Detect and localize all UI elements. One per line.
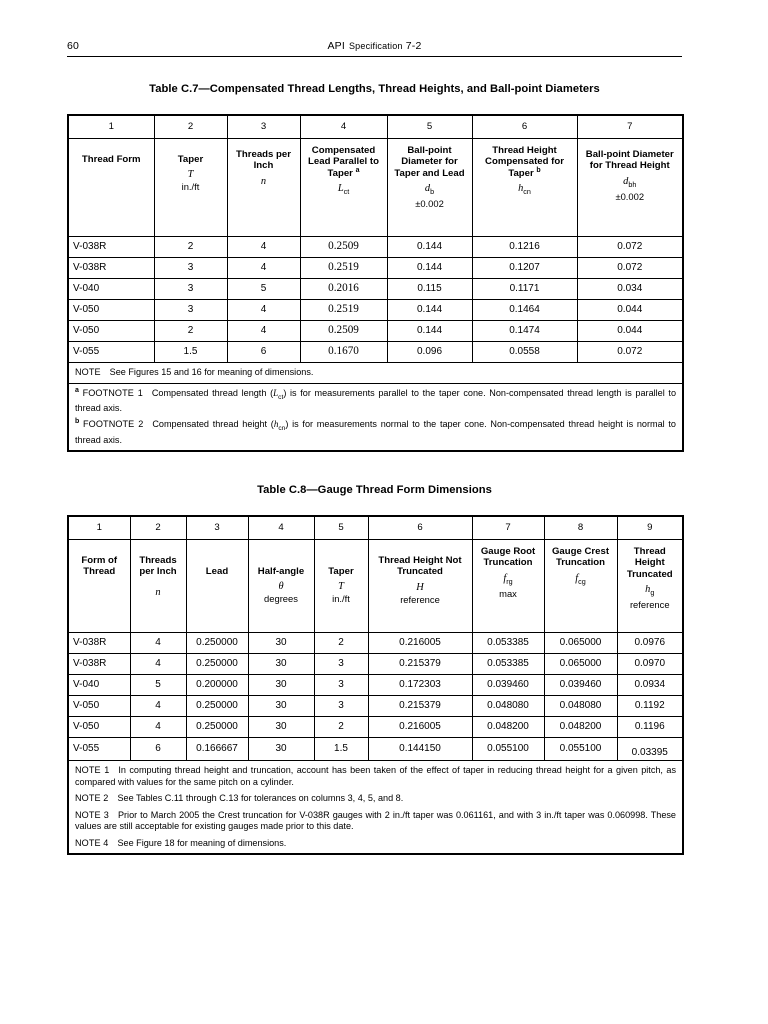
cell-ballpoint-diameter: 0.144 — [387, 321, 472, 342]
col-number: 4 — [248, 516, 314, 540]
cell-compensated-lead: 0.2519 — [300, 258, 387, 279]
note-text: See Tables C.11 through C.13 for tolerances on columns 3, 4, 5, and 8. — [117, 793, 404, 803]
note-label: NOTE — [75, 367, 101, 377]
page-number: 60 — [67, 40, 79, 52]
cell-ballpoint-diameter-height: 0.044 — [577, 300, 683, 321]
header-symbol-sub: b — [430, 187, 435, 197]
header-unit: reference — [629, 599, 670, 611]
header-symbol: T — [338, 581, 344, 593]
table-c8-caption: Table C.8—Gauge Thread Form Dimensions — [257, 484, 492, 496]
header-symbol — [303, 183, 385, 198]
footnote-symbol-base: L — [273, 387, 279, 398]
cell-taper: 3 — [154, 300, 227, 321]
header-title: Thread Form — [81, 154, 141, 165]
cell-gauge-root-truncation: 0.048080 — [472, 696, 544, 717]
footnote-symbol-sub: cn — [278, 425, 286, 433]
cell-form-of-thread: V-050 — [68, 696, 130, 717]
col-number: 1 — [68, 115, 154, 139]
header-title — [475, 145, 575, 179]
cell-taper: 2 — [154, 321, 227, 342]
cell-half-angle: 30 — [248, 633, 314, 654]
header-symbol-base: h — [518, 183, 524, 195]
col-number: 4 — [300, 115, 387, 139]
header-title: Threads per Inch — [236, 149, 291, 172]
header-title: Ball-point Diameter for Taper and Lead — [394, 145, 465, 179]
cell-lead: 0.166667 — [186, 738, 248, 761]
table-c8-notes — [68, 761, 683, 855]
header-title: Half-angle — [257, 566, 305, 577]
header-unit: in./ft — [332, 593, 350, 605]
cell-ballpoint-diameter-height: 0.072 — [577, 258, 683, 279]
col-number: 3 — [227, 115, 300, 139]
footnote-paragraph — [75, 419, 676, 446]
header-symbol-base: L — [337, 183, 344, 195]
cell-taper: 2 — [314, 633, 368, 654]
table-row — [68, 654, 683, 675]
col-number: 1 — [68, 516, 130, 540]
cell-lead: 0.250000 — [186, 654, 248, 675]
cell-threads-per-inch: 4 — [130, 633, 186, 654]
cell-ballpoint-diameter: 0.115 — [387, 279, 472, 300]
note-label: NOTE 3 — [75, 809, 109, 820]
cell-gauge-root-truncation: 0.055100 — [472, 738, 544, 761]
cell-thread-height-truncated: 0.0970 — [617, 654, 683, 675]
cell-threads-per-inch: 4 — [130, 717, 186, 738]
note-paragraph — [75, 810, 676, 833]
header-symbol — [390, 183, 470, 198]
cell-thread-form: V-055 — [68, 342, 154, 363]
cell-form-of-thread: V-038R — [68, 654, 130, 675]
table-row — [68, 279, 683, 300]
header-symbol — [620, 584, 681, 599]
header-title: Thread Height Truncated — [626, 546, 673, 580]
cell-gauge-root-truncation: 0.053385 — [472, 654, 544, 675]
table-c8-header-cell-5 — [314, 540, 368, 633]
cell-thread-height: 0.1171 — [472, 279, 577, 300]
table-c8-header-cell-2 — [130, 540, 186, 633]
table-c8-header-cell-8 — [544, 540, 617, 633]
cell-thread-height-not-truncated: 0.216005 — [368, 717, 472, 738]
cell-thread-height-not-truncated: 0.215379 — [368, 696, 472, 717]
cell-half-angle: 30 — [248, 717, 314, 738]
header-symbol: n — [260, 175, 267, 187]
header-symbol-base: f — [503, 572, 507, 584]
cell-taper: 2 — [314, 717, 368, 738]
header-title: Lead — [205, 566, 229, 577]
header-title: Ball-point Diameter for Thread Height — [585, 149, 674, 172]
cell-thread-height: 0.1207 — [472, 258, 577, 279]
header-unit: max — [499, 587, 517, 599]
cell-thread-form: V-050 — [68, 300, 154, 321]
cell-thread-height: 0.0558 — [472, 342, 577, 363]
cell-thread-height-truncated: 0.0934 — [617, 675, 683, 696]
table-row — [68, 717, 683, 738]
cell-thread-height-not-truncated: 0.216005 — [368, 633, 472, 654]
header-symbol — [547, 573, 615, 588]
note-paragraph — [75, 765, 676, 788]
header-title: Threads per Inch — [139, 555, 177, 578]
cell-thread-height: 0.1464 — [472, 300, 577, 321]
cell-ballpoint-diameter-height: 0.072 — [577, 237, 683, 258]
col-number: 5 — [387, 115, 472, 139]
cell-gauge-crest-truncation: 0.065000 — [544, 654, 617, 675]
note-paragraph — [75, 367, 676, 379]
header-unit: degrees — [264, 593, 298, 605]
note-paragraph — [75, 793, 676, 805]
cell-form-of-thread: V-050 — [68, 717, 130, 738]
table-c7-footnote-row — [68, 383, 683, 451]
header-symbol-sub: cg — [578, 576, 586, 586]
header-symbol: H — [416, 581, 424, 593]
header-unit: in./ft — [181, 181, 200, 193]
cell-form-of-thread: V-040 — [68, 675, 130, 696]
cell-ballpoint-diameter: 0.144 — [387, 237, 472, 258]
col-number: 2 — [130, 516, 186, 540]
footnote-symbol-sub: ct — [278, 393, 284, 401]
col-number: 9 — [617, 516, 683, 540]
header-title-text: Thread Height Compensated for Taper — [485, 145, 564, 179]
cell-half-angle: 30 — [248, 738, 314, 761]
cell-ballpoint-diameter-height: 0.044 — [577, 321, 683, 342]
cell-thread-form: V-050 — [68, 321, 154, 342]
header-title: Taper — [177, 154, 204, 165]
cell-compensated-lead: 0.2519 — [300, 300, 387, 321]
footnote-symbol-base: h — [273, 419, 279, 430]
footnote-symbol — [273, 387, 284, 401]
table-row — [68, 675, 683, 696]
table-row — [68, 633, 683, 654]
table-row — [68, 738, 683, 761]
cell-compensated-lead: 0.2509 — [300, 237, 387, 258]
cell-thread-height-truncated: 0.1192 — [617, 696, 683, 717]
table-row — [68, 696, 683, 717]
cell-lead: 0.250000 — [186, 717, 248, 738]
header-symbol-sub: g — [650, 588, 655, 598]
running-head — [67, 40, 682, 60]
cell-threads-per-inch: 6 — [227, 342, 300, 363]
header-symbol — [580, 176, 681, 191]
cell-gauge-crest-truncation: 0.055100 — [544, 738, 617, 761]
table-c8 — [67, 515, 684, 855]
cell-taper: 1.5 — [154, 342, 227, 363]
cell-thread-form: V-038R — [68, 237, 154, 258]
header-symbol-base: d — [623, 175, 629, 187]
note-text: Prior to March 2005 the Crest truncation for V-038R gauges with 2 in./ft taper was 0.061161, and with 3 in./ft taper was 0.060998. These values are still acceptable for existing gauges made prior to this date. — [75, 809, 676, 831]
header-symbol: T — [187, 169, 194, 181]
footnote-marker: a — [75, 386, 79, 394]
cell-thread-height-not-truncated: 0.215379 — [368, 654, 472, 675]
table-c7-header-row — [68, 139, 683, 237]
cell-taper: 1.5 — [314, 738, 368, 761]
table-c7-caption: Table C.7—Compensated Thread Lengths, Thread Heights, and Ball-point Diameters — [149, 83, 600, 95]
header-title — [303, 145, 385, 179]
cell-threads-per-inch: 5 — [130, 675, 186, 696]
cell-gauge-root-truncation: 0.039460 — [472, 675, 544, 696]
table-c7-header-cell-6 — [472, 139, 577, 237]
header-symbol-base: h — [645, 584, 651, 596]
cell-threads-per-inch: 6 — [130, 738, 186, 761]
cell-ballpoint-diameter-height: 0.072 — [577, 342, 683, 363]
note-paragraph — [75, 838, 676, 850]
cell-threads-per-inch: 4 — [130, 654, 186, 675]
table-c7-header-cell-5 — [387, 139, 472, 237]
col-number: 3 — [186, 516, 248, 540]
cell-half-angle: 30 — [248, 675, 314, 696]
header-tolerance: ±0.002 — [415, 198, 444, 210]
header-symbol: n — [155, 586, 161, 598]
header-symbol — [475, 573, 542, 588]
footnote-label: FOOTNOTE 1 — [82, 387, 143, 398]
cell-threads-per-inch: 5 — [227, 279, 300, 300]
cell-gauge-root-truncation: 0.053385 — [472, 633, 544, 654]
cell-taper: 3 — [314, 654, 368, 675]
cell-gauge-crest-truncation: 0.039460 — [544, 675, 617, 696]
cell-form-of-thread: V-055 — [68, 738, 130, 761]
cell-thread-height-not-truncated: 0.172303 — [368, 675, 472, 696]
col-number: 7 — [577, 115, 683, 139]
col-number: 5 — [314, 516, 368, 540]
footnote-symbol — [273, 419, 286, 433]
table-c7-header-cell-2 — [154, 139, 227, 237]
header-symbol-base: f — [575, 572, 579, 584]
footnote-text-after: ) is for measurements normal to the taper cone. Non-compensated thread height is normal to thread axis. — [75, 419, 676, 445]
cell-thread-height-not-truncated: 0.144150 — [368, 738, 472, 761]
running-head-title-suffix: 7-2 — [405, 40, 422, 52]
cell-lead: 0.250000 — [186, 633, 248, 654]
cell-ballpoint-diameter: 0.144 — [387, 258, 472, 279]
cell-ballpoint-diameter: 0.096 — [387, 342, 472, 363]
col-number: 6 — [472, 115, 577, 139]
cell-taper: 3 — [314, 696, 368, 717]
header-title: Form of Thread — [81, 555, 118, 578]
header-symbol-sub: bh — [628, 179, 637, 189]
running-head-title-smallcaps: Specification — [348, 41, 403, 51]
cell-lead: 0.200000 — [186, 675, 248, 696]
cell-thread-height-truncated: 0.03395 — [617, 738, 683, 761]
header-title: Gauge Crest Truncation — [551, 546, 610, 569]
header-symbol: θ — [278, 581, 284, 593]
cell-compensated-lead: 0.2016 — [300, 279, 387, 300]
table-row — [68, 300, 683, 321]
cell-thread-height-truncated: 0.1196 — [617, 717, 683, 738]
note-text: See Figure 18 for meaning of dimensions. — [117, 837, 287, 848]
table-row — [68, 237, 683, 258]
header-symbol — [475, 183, 575, 198]
col-number: 7 — [472, 516, 544, 540]
col-number: 6 — [368, 516, 472, 540]
header-title: Gauge Root Truncation — [480, 546, 536, 569]
footnote-marker: b — [75, 418, 80, 426]
footnote-marker: a — [355, 166, 360, 174]
table-c7-header-cell-4 — [300, 139, 387, 237]
cell-thread-form: V-038R — [68, 258, 154, 279]
cell-half-angle: 30 — [248, 654, 314, 675]
table-c7-note — [68, 363, 683, 384]
table-c7-footnotes — [68, 383, 683, 451]
table-c7-header-cell-1 — [68, 139, 154, 237]
table-c8-header-cell-3 — [186, 540, 248, 633]
header-title: Taper — [328, 566, 354, 577]
cell-threads-per-inch: 4 — [227, 258, 300, 279]
note-label: NOTE 2 — [75, 793, 109, 803]
cell-threads-per-inch: 4 — [227, 237, 300, 258]
cell-gauge-root-truncation: 0.048200 — [472, 717, 544, 738]
table-c7-note-row — [68, 363, 683, 384]
table-row — [68, 258, 683, 279]
header-symbol-sub: rg — [506, 576, 513, 586]
cell-ballpoint-diameter-height: 0.034 — [577, 279, 683, 300]
running-head-title — [67, 40, 682, 53]
cell-gauge-crest-truncation: 0.065000 — [544, 633, 617, 654]
table-c7-header-cell-7 — [577, 139, 683, 237]
cell-thread-height-truncated: 0.0976 — [617, 633, 683, 654]
running-head-title-prefix: API — [327, 40, 345, 52]
note-label: NOTE 4 — [75, 837, 109, 848]
note-text: See Figures 15 and 16 for meaning of dimensions. — [109, 367, 314, 377]
col-number: 2 — [154, 115, 227, 139]
cell-thread-height: 0.1474 — [472, 321, 577, 342]
footnote-text-before: Compensated thread length ( — [151, 387, 274, 398]
cell-taper: 3 — [314, 675, 368, 696]
table-c7-column-number-row — [68, 115, 683, 139]
table-row — [68, 321, 683, 342]
header-title-text: Compensated Lead Parallel to Taper — [308, 145, 379, 179]
note-text: In computing thread height and truncation, account has been taken of the effect of taper in reducing thread height for a given pitch, as compared with values for the same pitch on a cylinder. — [75, 765, 676, 787]
cell-lead: 0.250000 — [186, 696, 248, 717]
col-number: 8 — [544, 516, 617, 540]
cell-compensated-lead: 0.2509 — [300, 321, 387, 342]
header-unit: reference — [400, 593, 440, 605]
footnote-paragraph — [75, 388, 676, 415]
cell-taper: 3 — [154, 279, 227, 300]
table-c8-header-cell-9 — [617, 540, 683, 633]
footnote-text-before: Compensated thread height ( — [152, 419, 274, 430]
running-head-rule — [67, 56, 682, 57]
footnote-text-after: ) is for measurements parallel to the taper cone. Non-compensated thread length is parallel to thread axis. — [75, 387, 677, 413]
cell-threads-per-inch: 4 — [227, 300, 300, 321]
cell-gauge-crest-truncation: 0.048080 — [544, 696, 617, 717]
cell-thread-form: V-040 — [68, 279, 154, 300]
table-row — [68, 342, 683, 363]
header-symbol-base: d — [424, 183, 431, 195]
table-c8-header-cell-7 — [472, 540, 544, 633]
cell-half-angle: 30 — [248, 696, 314, 717]
table-c8-header-cell-6 — [368, 540, 472, 633]
cell-gauge-crest-truncation: 0.048200 — [544, 717, 617, 738]
header-title: Thread Height Not Truncated — [378, 555, 462, 578]
cell-form-of-thread: V-038R — [68, 633, 130, 654]
cell-taper: 2 — [154, 237, 227, 258]
table-c7-header-cell-3 — [227, 139, 300, 237]
header-tolerance: ±0.002 — [615, 190, 645, 202]
cell-thread-height: 0.1216 — [472, 237, 577, 258]
table-c8-column-number-row — [68, 516, 683, 540]
cell-compensated-lead: 0.1670 — [300, 342, 387, 363]
table-c8-header-cell-4 — [248, 540, 314, 633]
footnote-marker: b — [536, 166, 541, 174]
note-label: NOTE 1 — [75, 765, 110, 775]
header-symbol-sub: cn — [523, 187, 531, 197]
header-symbol-sub: ct — [343, 187, 350, 197]
cell-threads-per-inch: 4 — [130, 696, 186, 717]
table-c7 — [67, 114, 684, 452]
table-c8-notes-row — [68, 761, 683, 855]
table-c8-header-cell-1 — [68, 540, 130, 633]
table-c8-header-row — [68, 540, 683, 633]
cell-threads-per-inch: 4 — [227, 321, 300, 342]
footnote-label: FOOTNOTE 2 — [83, 419, 144, 430]
cell-ballpoint-diameter: 0.144 — [387, 300, 472, 321]
cell-taper: 3 — [154, 258, 227, 279]
